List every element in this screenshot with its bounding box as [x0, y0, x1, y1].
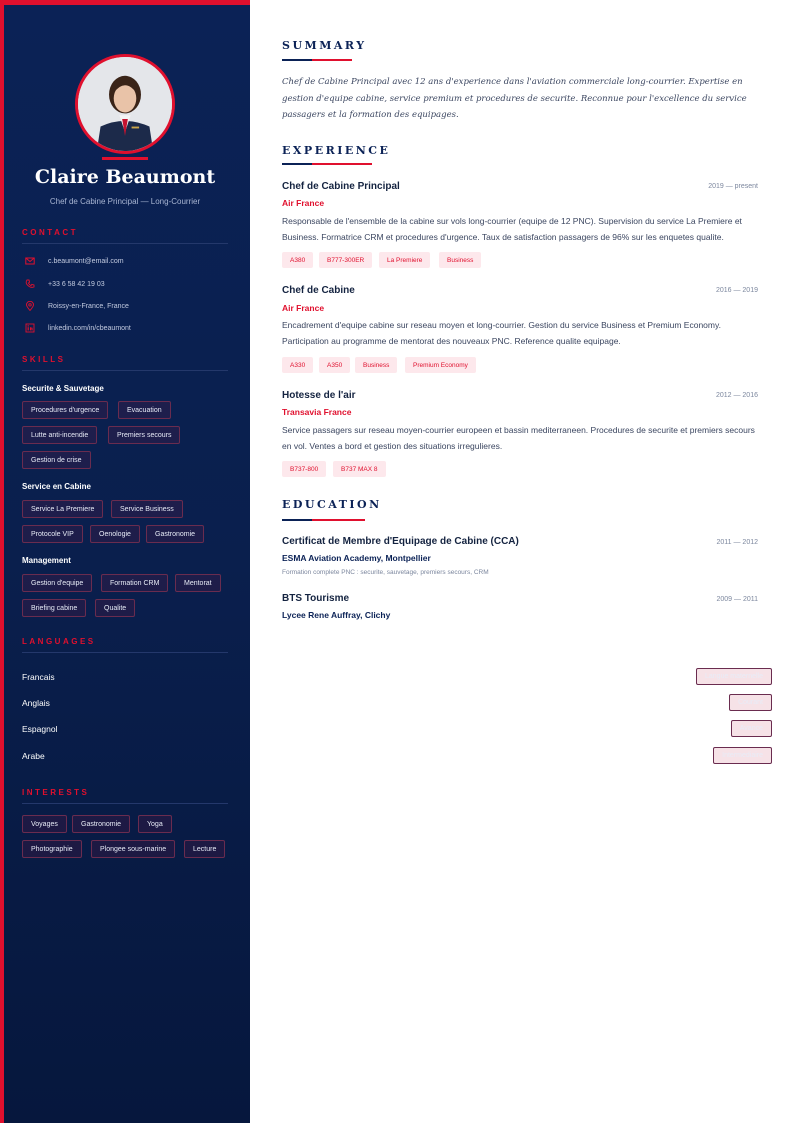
interest-chip: Lecture: [184, 840, 225, 858]
interest-chip: Voyages: [22, 815, 67, 833]
job-dates: 2019 — present: [708, 183, 758, 190]
job-tag: A350: [319, 357, 350, 373]
contact-email-text: c.beaumont@email.com: [48, 257, 124, 265]
language-level-badge: Avance: [731, 720, 772, 737]
skill-chip: Qualite: [95, 599, 135, 617]
linkedin-icon: [22, 322, 38, 334]
interest-chip: Photographie: [22, 840, 82, 858]
job-tag: B737 MAX 8: [333, 461, 386, 477]
language-level-badge: Langue maternelle: [696, 668, 772, 685]
education-note: Formation complete PNC : securite, sauvetage, premiers secours, CRM: [282, 569, 489, 576]
job-tag: B777-300ER: [319, 252, 372, 268]
contact-email[interactable]: [22, 254, 124, 268]
skills-section-title: SKILLS: [22, 355, 66, 364]
contact-section-title: CONTACT: [22, 228, 79, 237]
job-tag: La Premiere: [379, 252, 430, 268]
job-dates: 2012 — 2016: [715, 392, 758, 399]
contact-phone[interactable]: [22, 277, 105, 291]
skill-group-title: Service en Cabine: [22, 482, 91, 491]
education-dates: 2009 — 2011: [716, 596, 758, 603]
languages-section-title: LANGUAGES: [22, 637, 96, 646]
job-tag: Business: [439, 252, 481, 268]
avatar-accent-line: [102, 157, 148, 160]
language-name: Anglais: [22, 698, 50, 708]
job-tag: Business: [355, 357, 397, 373]
contact-linkedin-text: linkedin.com/in/cbeaumont: [48, 324, 131, 332]
job-title: Chef de Cabine: [282, 285, 355, 296]
portrait-image: [78, 57, 172, 151]
skill-group-title: Management: [22, 556, 71, 565]
skill-group-title: Securite & Sauvetage: [22, 384, 104, 393]
mail-icon: [22, 255, 38, 267]
job-tag: A330: [282, 357, 313, 373]
skill-chip: Formation CRM: [101, 574, 168, 592]
education-school: ESMA Aviation Academy, Montpellier: [282, 553, 431, 563]
job-description: Service passagers sur reseau moyen-courrier europeen et bassin mediterraneen. Procedures de securite et premiers secours en vol. Ventes a bord et gestion des situations irregulieres.: [282, 425, 755, 451]
contact-location-text: Roissy-en-France, France: [48, 302, 129, 310]
section-underline: [282, 59, 352, 61]
interest-chip: Yoga: [138, 815, 172, 833]
interest-chip: Gastronomie: [72, 815, 130, 833]
skill-chip: Service La Premiere: [22, 500, 103, 518]
job-company: Transavia France: [282, 407, 352, 417]
avatar: [75, 54, 175, 154]
job-title: Chef de Cabine Principal: [282, 181, 400, 192]
section-underline: [282, 163, 372, 165]
education-school: Lycee Rene Auffray, Clichy: [282, 610, 391, 620]
phone-icon: [22, 278, 38, 290]
job-tag: A380: [282, 252, 313, 268]
profile-name: Claire Beaumont: [34, 166, 216, 188]
contact-location: [22, 299, 129, 313]
job-description: Encadrement d'equipe cabine sur reseau moyen et long-courrier. Gestion du service Business et Premium Economy. Participation au programme de mentorat des nouveaux PNC. Reference qualite equipage.: [282, 320, 721, 346]
language-name: Arabe: [22, 751, 45, 761]
skill-chip: Service Business: [111, 500, 183, 518]
education-dates: 2011 — 2012: [716, 539, 758, 546]
skill-chip: Gestion de crise: [22, 451, 91, 469]
location-icon: [22, 300, 38, 312]
language-level-badge: Intermediaire: [713, 747, 772, 764]
profile-role: Chef de Cabine Principal — Long-Courrier: [49, 197, 201, 206]
job-tag: Premium Economy: [405, 357, 476, 373]
sidebar-accent-bar: [0, 0, 250, 5]
skill-chip: Gastronomie: [146, 525, 204, 543]
language-name: Espagnol: [22, 724, 58, 734]
summary-text: Chef de Cabine Principal avec 12 ans d'experience dans l'aviation commerciale long-courrier. Expertise en gestion d'equipe cabine, service premium et procedures de securite. Reconnue pour l'excellence du service passagers et la formation des equipages.: [282, 77, 747, 120]
contact-linkedin[interactable]: [22, 321, 131, 335]
summary-section-title: SUMMARY: [282, 39, 367, 52]
divider: [22, 803, 228, 804]
language-level-badge: Courant: [729, 694, 772, 711]
section-underline: [282, 519, 365, 521]
skill-chip: Mentorat: [175, 574, 221, 592]
experience-section-title: EXPERIENCE: [282, 144, 391, 157]
skill-chip: Premiers secours: [108, 426, 180, 444]
job-title: Hotesse de l'air: [282, 390, 356, 401]
main-content: [282, 0, 758, 1123]
job-dates: 2016 — 2019: [715, 287, 758, 294]
skill-chip: Protocole VIP: [22, 525, 83, 543]
education-title: BTS Tourisme: [282, 593, 350, 604]
skill-chip: Lutte anti-incendie: [22, 426, 97, 444]
skill-chip: Oenologie: [90, 525, 140, 543]
skill-chip: Evacuation: [118, 401, 171, 419]
skill-chip: Gestion d'equipe: [22, 574, 92, 592]
job-company: Air France: [282, 198, 325, 208]
job-company: Air France: [282, 303, 325, 313]
divider: [22, 370, 228, 371]
skill-chip: Briefing cabine: [22, 599, 86, 617]
education-title: Certificat de Membre d'Equipage de Cabine (CCA): [282, 536, 519, 547]
contact-phone-text: +33 6 58 42 19 03: [48, 280, 105, 288]
skill-chip: Procedures d'urgence: [22, 401, 108, 419]
interest-chip: Plongee sous-marine: [91, 840, 175, 858]
job-tag: B737-800: [282, 461, 326, 477]
language-name: Francais: [22, 672, 55, 682]
education-section-title: EDUCATION: [282, 498, 382, 511]
job-description: Responsable de l'ensemble de la cabine sur vols long-courrier (equipe de 12 PNC). Supervision du service La Premiere et Business. Formatrice CRM et procedures d'urgence. Taux de satisfaction passagers de 96% sur les enquetes qualite.: [282, 216, 742, 242]
divider: [22, 243, 228, 244]
divider: [22, 652, 228, 653]
interests-section-title: INTERESTS: [22, 788, 90, 797]
